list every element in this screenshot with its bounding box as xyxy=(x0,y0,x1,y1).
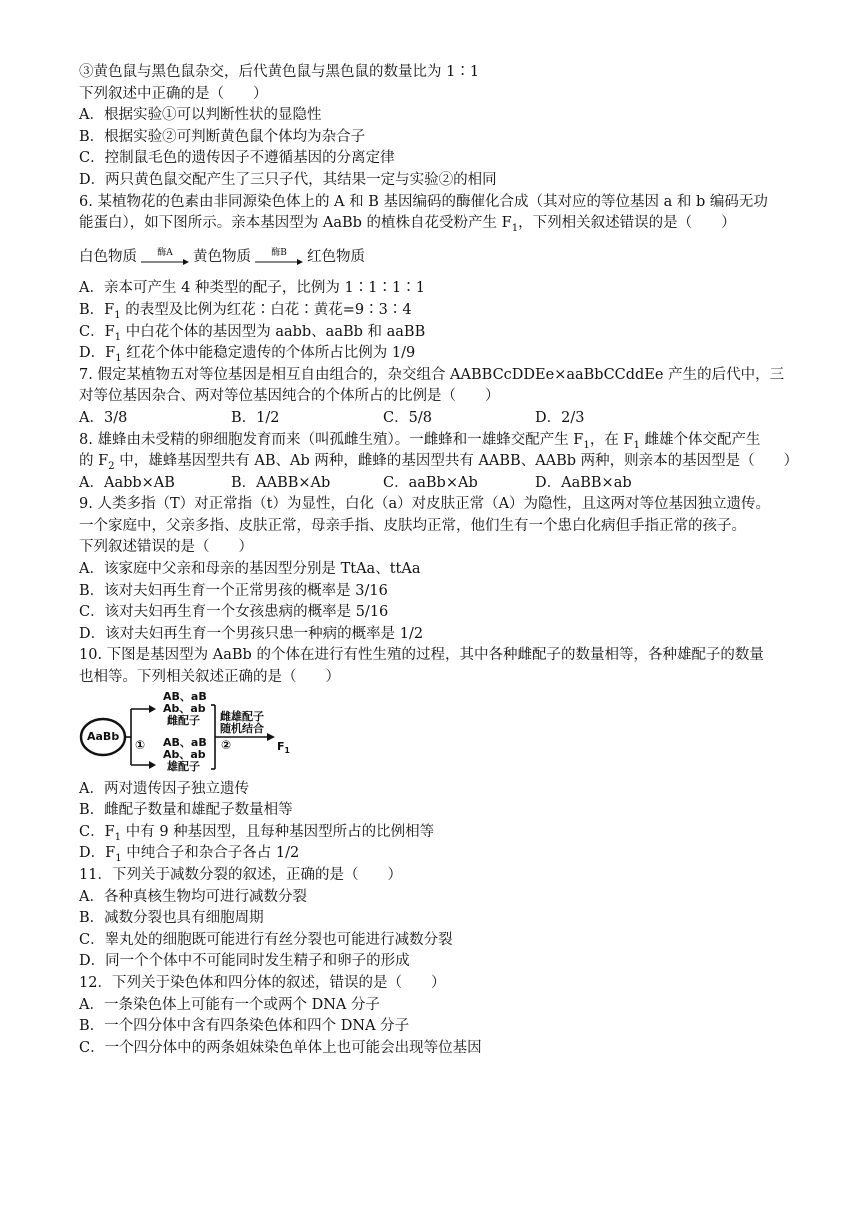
q7-option-b: B．1/2 xyxy=(231,409,280,426)
q10-option-d: D．$F_1$ 中纯合子和杂合子各占 1/2 xyxy=(79,845,300,865)
text-line: ③黄色鼠与黑色鼠杂交，后代黄色鼠与黑色鼠的数量比为 1∶1 xyxy=(79,64,480,80)
female-gametes-row-1: AB、aB xyxy=(163,689,207,703)
q7-options xyxy=(79,408,789,430)
male-gametes-row-1: AB、aB xyxy=(163,735,207,749)
female-gamete-label: 雌配子 xyxy=(167,713,200,727)
offspring-label: $F_1$ xyxy=(277,739,290,755)
question-11: 11．下列关于减数分裂的叙述，正确的是（ ） xyxy=(79,867,402,883)
q12-option-a: A．一条染色体上可能有一个或两个 DNA 分子 xyxy=(79,996,380,1013)
random-combination-label-1: 雌雄配子 xyxy=(220,709,264,723)
question-stem: 下列叙述中正确的是（ ） xyxy=(79,85,268,102)
q8-option-a: A．Aabb×AB xyxy=(79,474,175,491)
option-c: C．控制鼠毛色的遗传因子不遵循基因的分离定律 xyxy=(79,150,395,167)
question-12: 12．下列关于染色体和四分体的叙述，错误的是（ ） xyxy=(79,974,446,991)
q8-option-b: B．AABB×Ab xyxy=(231,474,331,491)
question-10-line-1: 10. 下图是基因型为 AaBb 的个体在进行有性生殖的过程，其中各种雌配子的数量相等，各种雄配子的数量 xyxy=(79,647,764,664)
question-10-line-2: 也相等。下列相关叙述正确的是（ ） xyxy=(79,669,340,686)
q9-option-b: B．该对夫妇再生育一个正常男孩的概率是 3/16 xyxy=(79,582,388,599)
white-substance: 白色物质 xyxy=(79,248,137,265)
question-9-line-1: 9. 人类多指（T）对正常指（t）为显性，白化（a）对皮肤正常（A）为隐性，且这两对等位基因独立遗传。 xyxy=(79,496,771,513)
step-1-marker: ① xyxy=(135,737,146,752)
q8-options xyxy=(79,473,789,495)
question-8-line-2: 的 $F_2$ 中，雄蜂基因型共有 AB、Ab 两种，雌蜂的基因型共有 AABB、AABb 两种，则亲本的基因型是（ ） xyxy=(79,453,799,472)
question-7-line-1: 7. 假定某植物五对等位基因是相互自由组合的，杂交组合 AABBCcDDEe×aaBbCCddEe 产生的后代中，三 xyxy=(79,366,785,383)
q12-option-b: B．一个四分体中含有四条染色体和四个 DNA 分子 xyxy=(79,1018,410,1035)
question-9-line-3: 下列叙述错误的是（ ） xyxy=(79,539,253,556)
q9-option-a: A．该家庭中父亲和母亲的基因型分别是 TtAa、ttAa xyxy=(79,561,421,578)
q11-option-c: C．睾丸处的细胞既可能进行有丝分裂也可能进行减数分裂 xyxy=(79,931,453,948)
q6-option-a: A．亲本可产生 4 种类型的配子，比例为 1∶1∶1∶1 xyxy=(79,280,425,297)
option-a: A．根据实验①可以判断性状的显隐性 xyxy=(79,107,322,124)
q6-option-b: B．$F_1$ 的表型及比例为红花∶白花∶黄花=9∶3∶4 xyxy=(79,301,412,321)
female-gametes-row-2: Ab、ab xyxy=(163,701,206,715)
question-6-line-1: 6. 某植物花的色素由非同源染色体上的 A 和 B 基因编码的酶催化合成（其对应的等位基因 a 和 b 编码无功 xyxy=(79,193,768,210)
q9-option-c: C．该对夫妇再生育一个女孩患病的概率是 5/16 xyxy=(79,604,389,621)
pigment-pathway xyxy=(79,247,789,269)
option-b: B．根据实验②可判断黄色鼠个体均为杂合子 xyxy=(79,128,366,145)
red-substance: 红色物质 xyxy=(307,248,365,265)
q7-option-a: A．3/8 xyxy=(79,409,128,426)
option-d: D．两只黄色鼠交配产生了三只子代，其结果一定与实验②的相同 xyxy=(79,171,497,188)
question-6-line-2: 能蛋白），如下图所示。亲本基因型为 AaBb 的植株自花受粉产生 $F_1$，下列相关叙述错误的是（ ） xyxy=(79,215,736,235)
exam-page xyxy=(79,62,799,1059)
enzyme-b-label: 酶B xyxy=(271,248,287,259)
q8-option-c: C．aaBb×Ab xyxy=(383,474,478,491)
q11-option-d: D．同一个个体中不可能同时发生精子和卵子的形成 xyxy=(79,953,410,970)
q9-option-d: D．该对夫妇再生育一个男孩只患一种病的概率是 1/2 xyxy=(79,625,424,642)
q11-option-b: B．减数分裂也具有细胞周期 xyxy=(79,910,264,927)
question-9-line-2: 一个家庭中，父亲多指、皮肤正常，母亲手指、皮肤均正常，他们生有一个患白化病但手指正常的孩子。 xyxy=(79,517,746,534)
enzyme-a-arrow xyxy=(141,249,189,266)
enzyme-a-label: 酶A xyxy=(157,248,173,259)
step-2-marker: ② xyxy=(221,737,232,752)
question-7-line-2: 对等位基因杂合、两对等位基因纯合的个体所占的比例是（ ） xyxy=(79,388,500,405)
question-8-line-1: 8. 雄蜂由未受精的卵细胞发育而来（叫孤雌生殖）。一雌蜂和一雄蜂交配产生 $F_1$，在 $F_1$ 雌雄个体交配产生 xyxy=(79,431,761,451)
q12-option-c: C．一个四分体中的两条姐妹染色单体上也可能会出现等位基因 xyxy=(79,1039,482,1056)
q11-option-a: A．各种真核生物均可进行减数分裂 xyxy=(79,888,307,905)
q7-option-d: D．2/3 xyxy=(535,409,585,426)
q6-option-d: D．$F_1$ 红花个体中能稳定遗传的个体所占比例为 1/9 xyxy=(79,345,416,365)
male-gametes-row-2: Ab、ab xyxy=(163,747,206,761)
genotype-label: AaBb xyxy=(87,729,120,743)
enzyme-b-arrow xyxy=(255,249,303,266)
random-combination-label-2: 随机结合 xyxy=(220,721,264,735)
gamete-diagram xyxy=(79,691,289,773)
q8-option-d: D．AaBB×ab xyxy=(535,474,632,491)
q6-option-c: C．$F_1$ 中白花个体的基因型为 aabb、aaBb 和 aaBB xyxy=(79,323,426,343)
q7-option-c: C．5/8 xyxy=(383,409,432,426)
yellow-substance: 黄色物质 xyxy=(193,248,251,265)
q10-option-c: C．$F_1$ 中有 9 种基因型，且每种基因型所占的比例相等 xyxy=(79,823,435,843)
male-gamete-label: 雄配子 xyxy=(167,759,200,773)
q10-option-a: A．两对遗传因子独立遗传 xyxy=(79,780,249,797)
q10-option-b: B．雌配子数量和雄配子数量相等 xyxy=(79,802,293,819)
